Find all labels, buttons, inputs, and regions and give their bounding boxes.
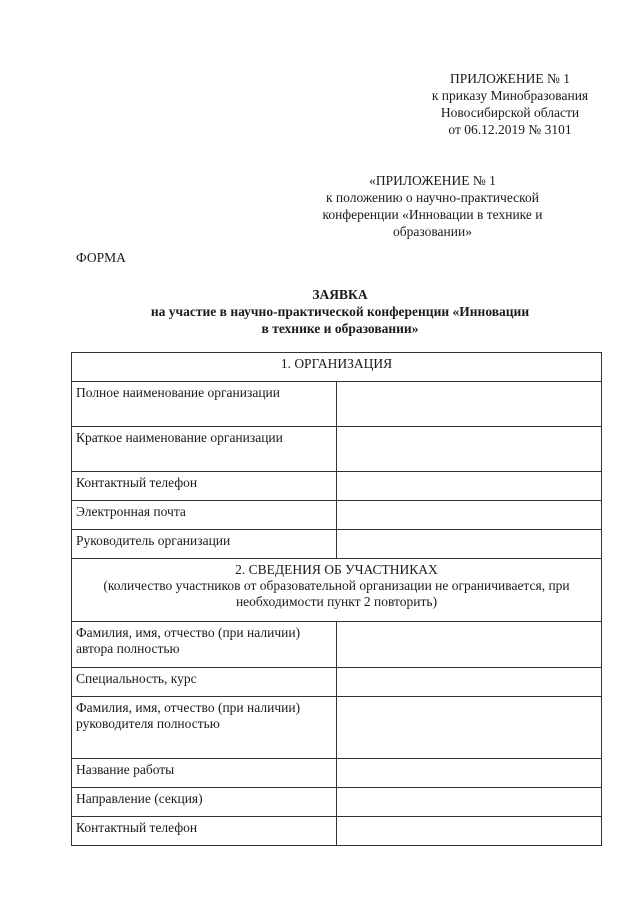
author-name-field[interactable] (337, 622, 602, 668)
field-label: Контактный телефон (72, 817, 337, 846)
application-form-table (71, 352, 602, 846)
document-title (80, 286, 600, 337)
title-heading: ЗАЯВКА (312, 287, 368, 302)
work-title-field[interactable] (337, 759, 602, 788)
table-row (72, 788, 602, 817)
org-email-field[interactable] (337, 501, 602, 530)
table-row (72, 530, 602, 559)
field-label: Название работы (72, 759, 337, 788)
regulation-conference-name-end: образовании» (393, 224, 472, 239)
table-row (72, 622, 602, 668)
table-row (72, 472, 602, 501)
order-date-number: от 06.12.2019 № 3101 (448, 122, 572, 137)
field-label: Направление (секция) (72, 788, 337, 817)
regulation-reference: к положению о научно-практической (325, 190, 540, 205)
specialty-course-field[interactable] (337, 668, 602, 697)
order-reference: к приказу Минобразования (431, 88, 589, 103)
regulation-appendix-number: «ПРИЛОЖЕНИЕ № 1 (369, 173, 496, 188)
supervisor-name-field[interactable] (337, 697, 602, 759)
table-row (72, 759, 602, 788)
field-label: Фамилия, имя, отчество (при наличии) автора полностью (72, 622, 337, 668)
regulation-appendix-header (300, 172, 565, 240)
form-label: ФОРМА (76, 250, 126, 265)
org-phone-field[interactable] (337, 472, 602, 501)
order-appendix-header (380, 70, 640, 138)
full-org-name-field[interactable] (337, 382, 602, 427)
field-label: Контактный телефон (72, 472, 337, 501)
field-label: Специальность, курс (72, 668, 337, 697)
title-subject-end: в технике и образовании» (261, 321, 419, 336)
section-header-row (72, 353, 602, 382)
field-label: Электронная почта (72, 501, 337, 530)
short-org-name-field[interactable] (337, 427, 602, 472)
regulation-conference-name: конференции «Инновации в технике и (322, 207, 543, 222)
table-row (72, 427, 602, 472)
section-direction-field[interactable] (337, 788, 602, 817)
order-appendix-number: ПРИЛОЖЕНИЕ № 1 (449, 71, 571, 86)
field-label: Полное наименование организации (72, 382, 337, 427)
order-region: Новосибирской области (440, 105, 580, 120)
table-row (72, 668, 602, 697)
section2-title: 2. СВЕДЕНИЯ ОБ УЧАСТНИКАХ (235, 562, 438, 577)
field-label: Краткое наименование организации (72, 427, 337, 472)
title-subject: на участие в научно-практической конференции «Инновации (150, 304, 530, 319)
org-head-field[interactable] (337, 530, 602, 559)
field-label: Руководитель организации (72, 530, 337, 559)
participant-phone-field[interactable] (337, 817, 602, 846)
section-header-row (72, 559, 602, 622)
table-row (72, 382, 602, 427)
section1-heading: 1. ОРГАНИЗАЦИЯ (72, 353, 602, 382)
table-row (72, 817, 602, 846)
field-label: Фамилия, имя, отчество (при наличии) руководителя полностью (72, 697, 337, 759)
section2-note: (количество участников от образовательной организации не ограничивается, при необходимости пункт 2 повторить) (103, 578, 570, 609)
table-row (72, 697, 602, 759)
table-row (72, 501, 602, 530)
section2-heading (72, 559, 602, 622)
